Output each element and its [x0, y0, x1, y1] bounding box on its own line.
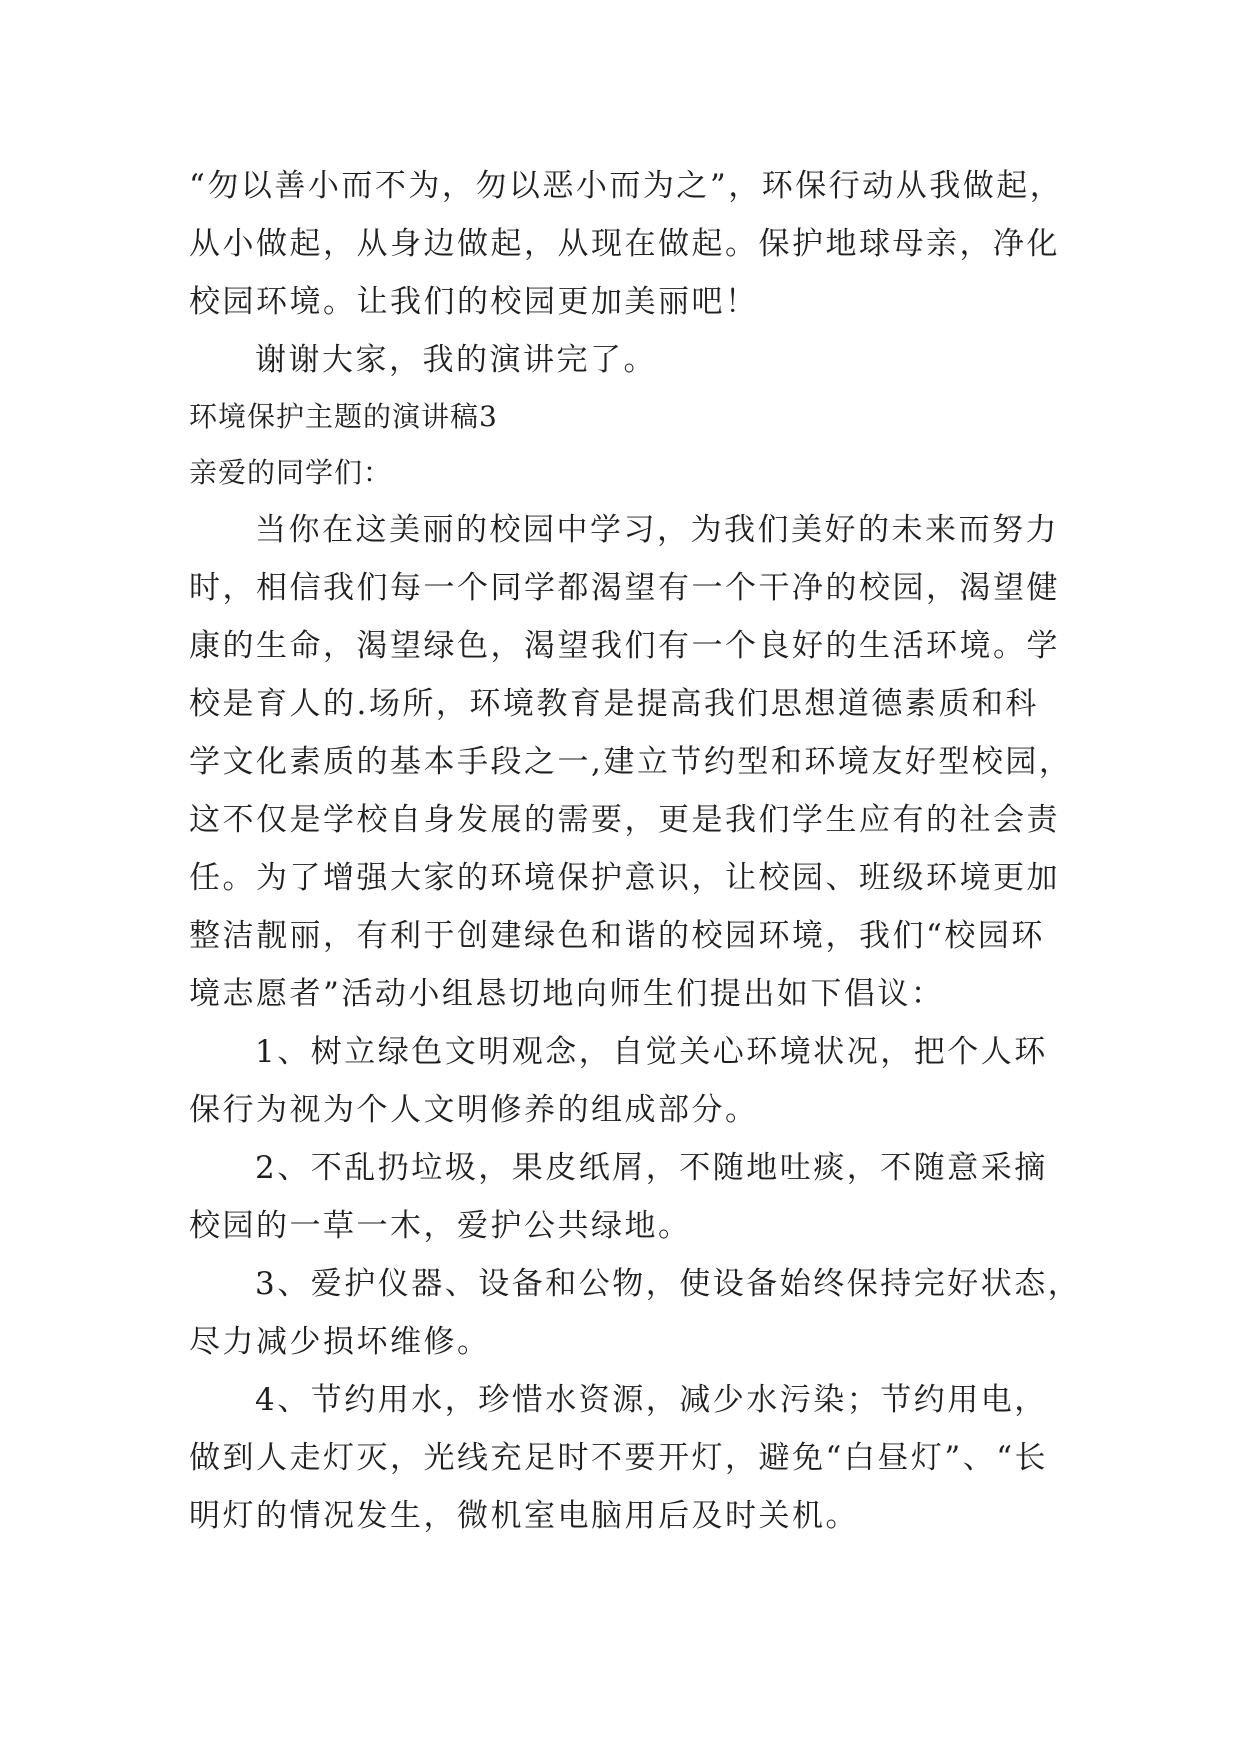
- document-body: [189, 157, 1082, 1545]
- proposal-item-4: [189, 1371, 1069, 1545]
- text-line: 校是育人的.场所，环境教育是提高我们思想道德素质和科: [189, 686, 1039, 722]
- intro-paragraph: [189, 501, 1073, 1023]
- text-line: 从小做起，从身边做起，从现在做起。保护地球母亲，净化: [189, 226, 1060, 262]
- text-line: 校园环境。让我们的校园更加美丽吧！: [189, 284, 759, 320]
- text-line: 整洁靓丽，有利于创建绿色和谐的校园环境，我们“校园环: [189, 918, 1045, 954]
- section-title: 环境保护主题的演讲稿3: [189, 400, 498, 433]
- text-line: 校园的一草一木，爱护公共绿地。: [189, 1208, 692, 1244]
- text-line: 任。为了增强大家的环境保护意识，让校园、班级环境更加: [189, 860, 1060, 896]
- text-line: 2、不乱扔垃圾，果皮纸屑，不随地吐痰，不随意采摘: [255, 1150, 1048, 1186]
- text-line: 做到人走灯灭，光线充足时不要开灯，避免“白昼灯”、“长: [189, 1440, 1049, 1476]
- text-line: 保行为视为个人文明修养的组成部分。: [189, 1092, 759, 1128]
- text-line: 时，相信我们每一个同学都渴望有一个干净的校园，渴望健: [189, 570, 1060, 606]
- text-line: 尽力减少损坏维修。: [189, 1324, 491, 1360]
- text-line: 境志愿者”活动小组恳切地向师生们提出如下倡议：: [189, 976, 945, 1012]
- proposal-item-3: [189, 1255, 1082, 1371]
- text-line: 康的生命，渴望绿色，渴望我们有一个良好的生活环境。学: [189, 628, 1060, 664]
- text-line: 明灯的情况发生，微机室电脑用后及时关机。: [189, 1498, 859, 1534]
- text-line: 这不仅是学校自身发展的需要，更是我们学生应有的社会责: [189, 802, 1060, 838]
- text-line: 4、节约用水，珍惜水资源，减少水污染；节约用电，: [255, 1382, 1048, 1418]
- thanks-paragraph: 谢谢大家，我的演讲完了。: [255, 342, 657, 378]
- text-line: 学文化素质的基本手段之一,建立节约型和环境友好型校园，: [189, 744, 1073, 780]
- text-line: 3、爱护仪器、设备和公物，使设备始终保持完好状态，: [255, 1266, 1082, 1302]
- salutation: 亲爱的同学们：: [189, 456, 393, 489]
- proposal-item-1: [189, 1023, 1069, 1139]
- text-line: “勿以善小而不为，勿以恶小而为之”，环保行动从我做起，: [189, 168, 1064, 204]
- text-line: 当你在这美丽的校园中学习，为我们美好的未来而努力: [255, 512, 1059, 548]
- text-line: 1、树立绿色文明观念，自觉关心环境状况，把个人环: [255, 1034, 1048, 1070]
- proposal-item-2: [189, 1139, 1069, 1255]
- closing-paragraph: [189, 157, 1069, 331]
